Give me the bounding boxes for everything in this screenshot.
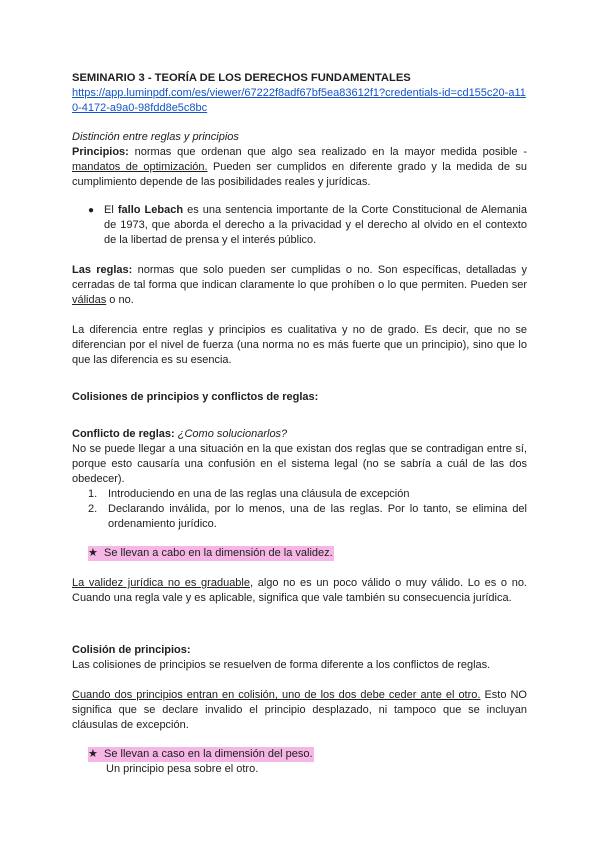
star-icon: ★: [88, 748, 98, 760]
lebach-bold: fallo Lebach: [117, 204, 184, 216]
principios-text-1: normas que ordenan que algo sea realizado en la mayor medida posible -: [128, 146, 527, 158]
star-icon: ★: [88, 547, 98, 559]
colisiones-heading-text: Colisiones de principios y conflictos de reglas:: [72, 391, 319, 403]
reglas-text-1: normas que solo pueden ser cumplidas o no. Son específicas, detalladas y cerradas de tal forma que indican claramente lo que prohíben o lo que permiten. Pueden ser: [72, 264, 528, 291]
conflicto-paragraph: No se puede llegar a una situación en la que existan dos reglas que se contradigan entre sí, porque esto causaría una confusión en el sistema legal (no se sabría a cuál de las dos obedecer).: [72, 443, 527, 485]
lumin-link[interactable]: https://app.luminpdf.com/es/viewer/67222f8adf67bf5ea83612f1?credentials-id=cd155c20-a110-4172-a9a0-98fdd8e5c8bc: [72, 87, 526, 114]
list-number: 2.: [88, 503, 98, 515]
reglas-label: Las reglas:: [72, 264, 133, 276]
lebach-post: es una sentencia importante de la Corte Constitucional de Alemania de 1973, que aborda el derecho a la privacidad y el derecho al olvido en el contexto de la libertad de prensa y el interés público.: [104, 204, 527, 246]
validez-highlight: [88, 546, 334, 561]
colision-detail-text: Esto NO significa que se declare invalido el principio desplazado, ni tampoco que se incluyan cláusulas de excepción.: [72, 689, 527, 731]
validez-underlined: La validez jurídica no es graduable: [72, 577, 250, 589]
reglas-underlined: válidas: [72, 294, 107, 306]
principios-text-2: Pueden ser cumplidos en diferente grado y la medida de su cumplimiento depende de las posibilidades reales y jurídicas.: [72, 161, 527, 188]
validez-highlight-text: Se llevan a cabo en la dimensión de la validez.: [104, 547, 333, 559]
list-item: [88, 502, 527, 532]
conflicto-label: Conflicto de reglas:: [72, 428, 175, 440]
validez-paragraph: [72, 576, 527, 606]
validez-highlight-row: [88, 546, 527, 561]
colision-heading: [72, 643, 527, 658]
list-number: 1.: [88, 488, 98, 500]
principios-label: Principios:: [72, 146, 129, 158]
validez-text: , algo no es un poco válido o muy válido. Lo es o no. Cuando una regla vale y es aplicable, significa que vale también su consecuencia jurídica.: [72, 577, 527, 604]
conflicto-heading: [72, 427, 527, 442]
peso-highlight-row: [88, 747, 527, 762]
conflicto-question: ¿Como solucionarlos?: [174, 428, 288, 440]
peso-highlight-text: Se llevan a caso en la dimensión del peso.: [104, 748, 313, 760]
document-content: [72, 71, 527, 777]
lebach-bullet: [88, 203, 527, 248]
colision-label: Colisión de principios:: [72, 644, 191, 656]
document-title: SEMINARIO 3 - TEORÍA DE LOS DERECHOS FUNDAMENTALES: [72, 72, 411, 84]
peso-highlight: [88, 747, 314, 762]
diferencia-paragraph: La diferencia entre reglas y principios es cualitativa y no de grado. Es decir, que no se diferencian por el nivel de fuerza (una norma no es más fuerte que un principio), sino que lo que las diferencia es su esencia.: [72, 324, 527, 366]
principios-paragraph: [72, 145, 527, 190]
peso-last-line: Un principio pesa sobre el otro.: [106, 763, 259, 775]
list-item: [88, 487, 527, 502]
lebach-text: [104, 203, 527, 248]
section-subtitle: Distinción entre reglas y principios: [72, 131, 239, 143]
colisiones-heading: [72, 390, 527, 405]
list-text: Declarando inválida, por lo menos, una de las reglas. Por lo tanto, se elimina del ordenamiento jurídico.: [108, 503, 527, 530]
colision-paragraph: Las colisiones de principios se resuelven de forma diferente a los conflictos de reglas.: [72, 659, 491, 671]
lebach-pre: El: [104, 204, 118, 216]
colision-detail-paragraph: [72, 688, 527, 733]
bullet-dot-icon: ●: [88, 205, 95, 216]
principios-underlined: mandatos de optimización.: [72, 161, 208, 173]
reglas-paragraph: [72, 263, 527, 308]
list-text: Introduciendo en una de las reglas una cláusula de excepción: [108, 488, 410, 500]
colision-underlined: Cuando dos principios entran en colisión, uno de los dos debe ceder ante el otro.: [72, 689, 481, 701]
reglas-text-2: o no.: [106, 294, 134, 306]
